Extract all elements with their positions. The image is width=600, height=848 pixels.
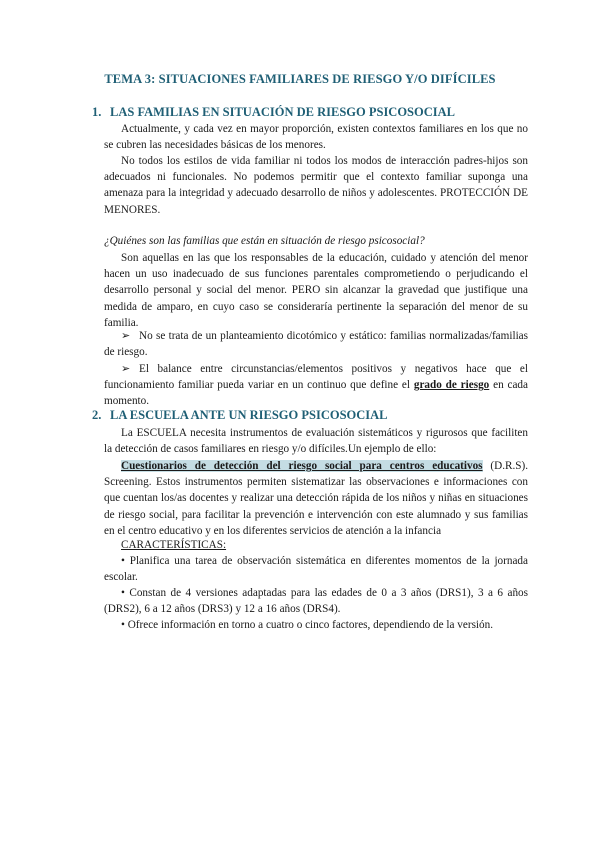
section-1-bullet-1 <box>104 328 528 360</box>
arrow-bullet-icon: ➢ <box>121 330 131 342</box>
section-2-paragraph-1: La ESCUELA necesita instrumentos de evaluación sistemáticos y rigurosos que faciliten la detección de casos familiares en riesgo y/o difíciles.Un ejemplo de ello: <box>104 427 528 456</box>
section-2-title: LA ESCUELA ANTE UN RIESGO PSICOSOCIAL <box>110 408 388 422</box>
section-1-title: LAS FAMILIAS EN SITUACIÓN DE RIESGO PSICOSOCIAL <box>110 105 455 119</box>
section-1-question: ¿Quiénes son las familias que están en situación de riesgo psicosocial? <box>104 235 425 247</box>
characteristic-item-1: • Planifica una tarea de observación sistemática en diferentes momentos de la jornada escolar. <box>104 555 528 584</box>
bullet-1-text: No se trata de un planteamiento dicotómico y estático: familias normalizadas/familias de riesgo. <box>104 330 528 359</box>
page-title: TEMA 3: SITUACIONES FAMILIARES DE RIESGO Y/O DIFÍCILES <box>104 72 496 86</box>
section-1-bullet-2 <box>104 361 528 410</box>
section-1-number: 1. <box>92 105 102 119</box>
section-1-paragraph-1: Actualmente, y cada vez en mayor proporción, existen contextos familiares en los que no se cubren las necesidades básicas de los menores. <box>104 123 528 152</box>
characteristic-item-3: • Ofrece información en torno a cuatro o cinco factores, dependiendo de la versión. <box>121 619 494 631</box>
bullet-2-text-post: en cada momento. <box>104 379 528 408</box>
section-2-paragraph-2 <box>104 458 528 539</box>
section-2-paragraph-2-text: (D.R.S). Screening. Estos instrumentos permiten sistematizar las observaciones e informaciones con que cuentan los/as docentes y realizar una detección rápida de los niños y niñas en situaciones de riesgo social, para facilitar la prevención e intervención con este alumnado y sus familias en el centro educativo y en los diferentes servicios de atención a la infancia <box>104 460 529 537</box>
characteristic-item-2: • Constan de 4 versiones adaptadas para las edades de 0 a 3 años (DRS1), 3 a 6 años (DRS2), 6 a 12 años (DRS3) y 12 a 16 años (DRS4). <box>104 587 528 616</box>
section-1-paragraph-3: Son aquellas en las que los responsables de la educación, cuidado y atención del menor hacen un uso inadecuado de sus funciones parentales comprometiendo o perjudicando el desarrollo personal y social del menor. PERO sin alcanzar la gravedad que justifique una medida de amparo, en cuyo caso se consideraría pertinente la separación del menor de su familia. <box>104 252 528 329</box>
arrow-bullet-icon: ➢ <box>121 363 131 375</box>
section-1-heading <box>92 105 455 120</box>
characteristics-label: CARACTERÍSTICAS: <box>121 539 227 551</box>
bullet-2-text-pre: El balance entre circunstancias/elementos positivos y negativos hace que el funcionamiento familiar pueda variar en un continuo que define el <box>104 363 528 392</box>
drs-highlighted-title: Cuestionarios de detección del riesgo social para centros educativos <box>121 460 483 472</box>
section-1-paragraph-2: No todos los estilos de vida familiar ni todos los modos de interacción padres-hijos son adecuados ni funcionales. No podemos permitir que el contexto familiar suponga una amenaza para la integridad y adecuado desarrollo de niños y adolescentes. PROTECCIÓN DE MENORES. <box>104 155 528 216</box>
characteristics-label-line <box>104 537 528 553</box>
section-2-heading <box>92 408 388 423</box>
section-2-number: 2. <box>92 408 102 422</box>
grado-de-riesgo-term: grado de riesgo <box>413 379 490 392</box>
